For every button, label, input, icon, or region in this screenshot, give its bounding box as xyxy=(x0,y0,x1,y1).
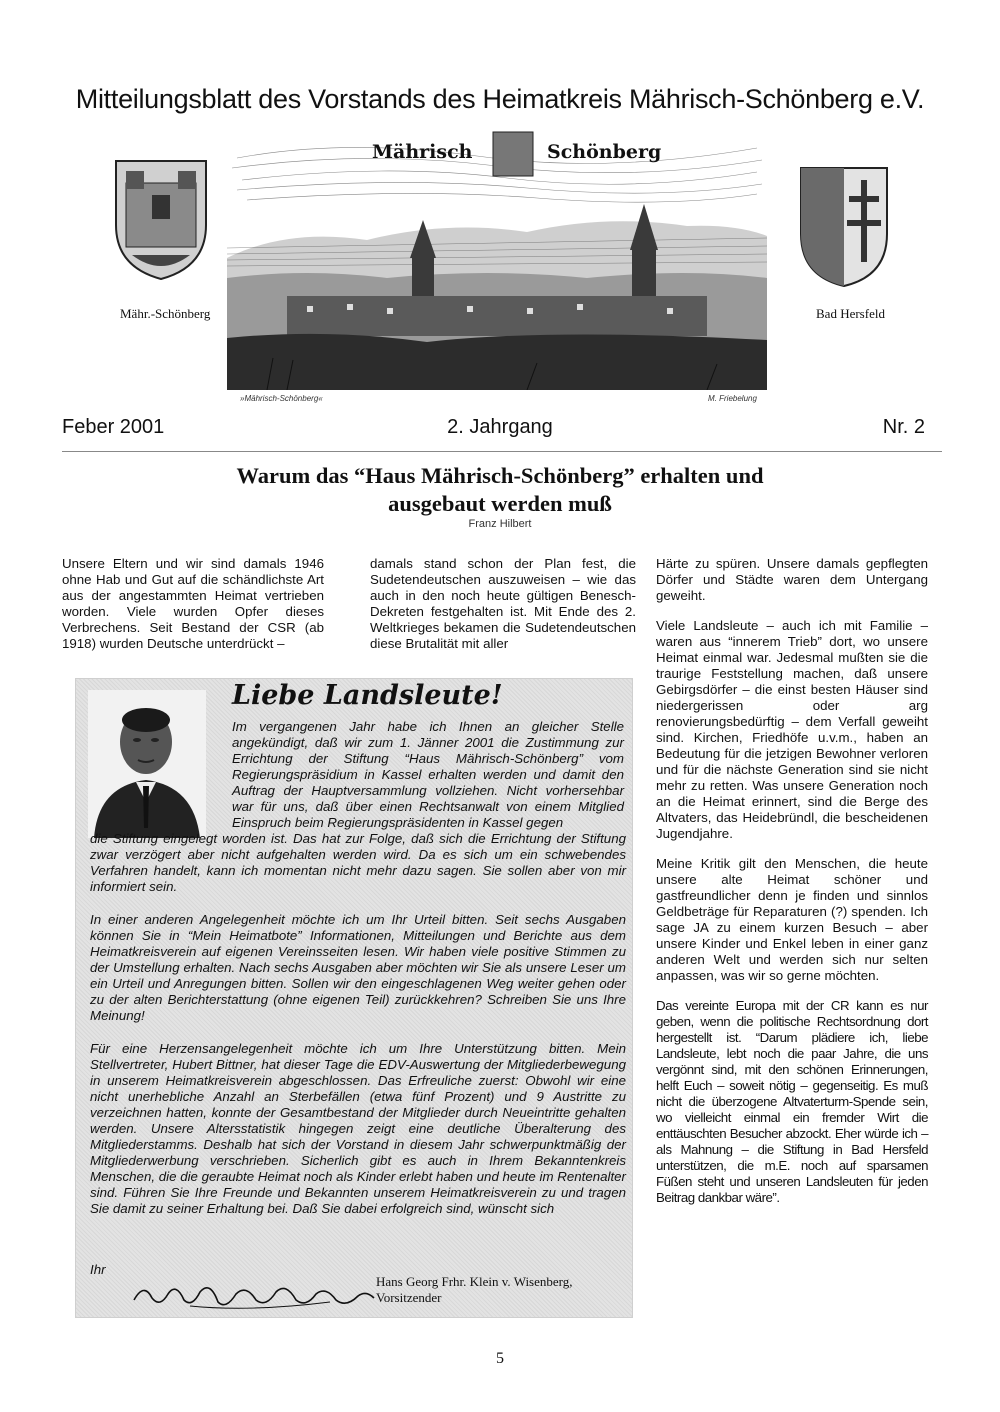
header-divider xyxy=(62,451,942,452)
column-2-text: damals stand schon der Plan fest, die Sudetendeutschen auszuweisen – wie das auch in den noch heute gültigen Benesch-Dekreten festgehalten ist. Mit Ende des 2. Weltkrieges bekamen die Sudetendeutschen diese Brutalität mit aller xyxy=(370,556,636,651)
signer-title: Vorsitzender xyxy=(376,1290,442,1305)
town-panorama-illustration xyxy=(227,128,767,390)
article-author: Franz Hilbert xyxy=(468,518,532,530)
issue-volume: 2. Jahrgang xyxy=(447,416,553,438)
column-1-text: Unsere Eltern und wir sind damals 1946 ohne Hab und Gut auf die schändlichste Art aus der angestammten Heimat vertrieben worden. Viele wurden Opfer dieses Verbrechens. Seit Bestand der CSR (ab 1918) wurden Deutsche unterdrückt – xyxy=(62,556,324,651)
issue-date: Feber 2001 xyxy=(62,416,165,438)
article-headline xyxy=(150,462,850,518)
headline-line-1: Warum das “Haus Mährisch-Schönberg” erhalten und xyxy=(236,463,764,488)
issue-number: Nr. 2 xyxy=(882,416,925,438)
column-3-paragraph-1: Härte zu spüren. Unsere damals gepflegten Dörfer und Städte waren dem Untergang geweiht. xyxy=(656,556,928,603)
banner-coat-of-arms-icon xyxy=(493,132,533,176)
crest-caption-left: Mähr.-Schönberg xyxy=(120,306,211,321)
letter-intro-block xyxy=(232,719,624,831)
chairman-portrait-photo xyxy=(88,690,206,838)
letter-body xyxy=(90,831,626,1217)
column-3-paragraph-2: Viele Landsleute – auch ich mit Familie – waren aus “innerem Trieb” dort, wo unsere Heimat einmal war. Jedesmal mußten sie die traurige Feststellung machen, daß unsere Gebirgsdörfer – die einst besten Häuser sind niedergerissen oder arg renovierungsbedürftig – dem Verfall geweiht sind. Kirchen, Friedhöfe u.v.m., haben an Bedeutung für die jetzigen Bewohner verloren und für die nächste Generation sind sie nicht mehr zu retten. Was unsere Generation noch an die Heimat erinnert, sind die Berge des Altvaters, das Heidebründl, die bescheidenen Jugendjahre. xyxy=(656,618,928,841)
banner-credit-right: M. Friebelung xyxy=(708,394,757,403)
column-3-paragraph-4: Das vereinte Europa mit der CR kann es nur geben, wenn die politische Rechtsordnung dort hergestellt ist. “Darum plädiere ich, liebe Landsleute, lebt noch die paar Jahre, die uns vergönnt sind, mit den schönen Erinnerungen, helft Euch – soweit nötig – gegenseitig. Es muß nicht die überzogene Altvaterturm-Spende sein, wo vielleicht einmal ein fremder Wirt die enttäuschten Besucher abzockt. Eher würde ich – als Mahnung – die Stiftung in Bad Hersfeld unterstützen, die m.E. noch auf sparsamen Füßen steht und unseren Landsleuten für jeden Beitrag dankbar wäre”. xyxy=(656,998,928,1205)
column-3-paragraph-3: Meine Kritik gilt den Menschen, die heute unsere alte Heimat schöner und gastfreundlicher denn je finden und sinnlos Geldbeträge für Reparaturen (?) spenden. Ich sage JA zu einem kurzen Besuch – aber unsere Kinder und Enkel leben in einer ganz anderen Welt und werden sich nur selten anpassen, was wir so gerne möchten. xyxy=(656,856,928,983)
letter-signer xyxy=(376,1274,573,1306)
letter-heading: Liebe Landsleute! xyxy=(232,680,503,711)
article-column-2 xyxy=(370,556,636,652)
page-number: 5 xyxy=(496,1350,504,1367)
letter-paragraph-1-start: Im vergangenen Jahr habe ich Ihnen an gleicher Stelle angekündigt, daß wir zum 1. Jänner 2001 die Zustimmung zur Errichtung der Stiftung “Haus Mährisch-Schönberg” vom Regierungspräsidium in Kassel erhalten werden und damit den Auftrag der Hauptversammlung vollziehen. Nicht vorhersehbar war für uns, daß über einen Rechtsanwalt von einem Mitglied Einspruch beim Regierungspräsidenten in Kassel gegen xyxy=(232,719,624,830)
crest-caption-right: Bad Hersfeld xyxy=(816,306,885,321)
headline-line-2: ausgebaut werden muß xyxy=(388,491,612,516)
handwritten-signature xyxy=(130,1272,380,1314)
letter-signoff: Ihr xyxy=(90,1262,106,1277)
article-column-1 xyxy=(62,556,324,652)
bad-hersfeld-coat-of-arms xyxy=(797,162,891,290)
masthead-title: Mitteilungsblatt des Vorstands des Heimatkreis Mährisch-Schönberg e.V. xyxy=(75,84,925,114)
banner-script-right: Schönberg xyxy=(547,141,662,163)
letter-paragraph-3: Für eine Herzensangelegenheit möchte ich um Ihre Unterstützung bitten. Mein Stellvertreter, Hubert Bittner, hat dieser Tage die EDV-Auswertung der Mitgliederbewegung in unserem Heimatkreisverein abgeschlossen. Das Erfreuliche zuerst: Obwohl wir eine nicht unerhebliche Anzahl an Sterbefällen (etwa fünf Prozent) und 9 Austritte zu verzeichnen hatten, konnte der Gesamtbestand der Mitglieder durch Neueintritte gehalten werden. Unsere Altersstatistik hingegen zeigt eine deutliche Überalterung des Mitgliederstamms. Deshalb hat sich der Vorstand in diesem Jahr schwerpunktmäßig der Mitgliederwerbung verschrieben. Sicherlich gibt es auch in Ihrem Bekanntenkreis Menschen, die die geraubte Heimat noch als Kinder erlebt haben und heute im Rentenalter sind. Führen Sie Ihre Freunde und Bekannten unserem Heimatkreisverein zu und tragen Sie damit zu seiner Erhaltung bei. Daß Sie dabei erfolgreich sind, wünscht sich xyxy=(90,1041,626,1216)
signer-name: Hans Georg Frhr. Klein v. Wisenberg, xyxy=(376,1274,573,1289)
schoenberg-coat-of-arms xyxy=(112,155,210,283)
banner-credit-left: »Mährisch-Schönberg« xyxy=(240,394,323,403)
letter-paragraph-2: In einer anderen Angelegenheit möchte ich um Ihr Urteil bitten. Seit sechs Ausgaben können Sie in “Mein Heimatbote” Informationen, Mitteilungen und Berichte aus dem Heimatkreisverein auf eigenen Vereinsseiten lesen. Wir haben viele positive Stimmen zu der Umstellung erhalten. Nach sechs Ausgaben aber möchten wir Sie als unsere Leser um ein Urteil und Anregungen bitten. Sollen wir den eingeschlagenen Weg weiter gehen oder zu der alten Berichterstattung (ohne eigenen Teil) zurückkehren? Schreiben Sie uns Ihre Meinung! xyxy=(90,912,626,1023)
banner-script-left: Mährisch xyxy=(372,141,473,163)
article-column-3 xyxy=(656,556,928,1220)
letter-paragraph-1-end: die Stiftung eingelegt worden ist. Das hat zur Folge, daß sich die Errichtung der Stiftung zwar verzögert aber nicht aufgehalten werden wird. Da es sich um ein schwebendes Verfahren handelt, kann ich momentan nicht mehr dazu sagen. Sie sollen aber von mir informiert sein. xyxy=(90,831,626,894)
